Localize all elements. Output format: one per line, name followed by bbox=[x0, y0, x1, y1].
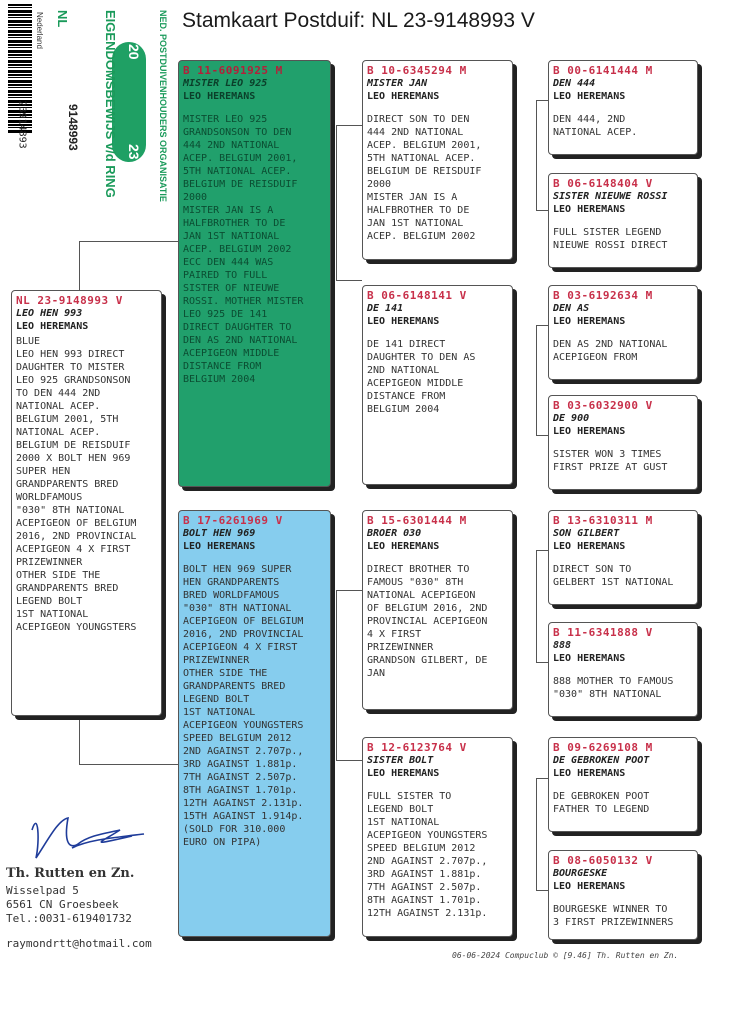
signature bbox=[28, 800, 148, 870]
mother-card[interactable] bbox=[178, 510, 331, 937]
connector bbox=[336, 590, 362, 591]
great-grandparent-card[interactable] bbox=[548, 622, 698, 717]
ring-number: B 03-6032900 V bbox=[553, 399, 653, 412]
connector bbox=[336, 760, 362, 761]
pigeon-description: 888 MOTHER TO FAMOUS "030" 8TH NATIONAL bbox=[553, 676, 674, 700]
breeder-name: LEO HEREMANS bbox=[367, 316, 440, 327]
owner-city: 6561 CN Groesbeek bbox=[6, 898, 119, 911]
connector bbox=[336, 125, 362, 126]
grandparent-card[interactable] bbox=[362, 737, 513, 937]
ring-card-doc: EIGENDOMSBEWIJS v/d RING bbox=[103, 10, 118, 198]
ring-number: B 12-6123764 V bbox=[367, 741, 467, 754]
breeder-name: LEO HEREMANS bbox=[553, 316, 626, 327]
breeder-name: LEO HEREMANS bbox=[367, 768, 440, 779]
barcode-number: 23914893 bbox=[16, 100, 28, 149]
owner-email[interactable]: raymondrtt@hotmail.com bbox=[6, 937, 152, 950]
ring-number: B 06-6148141 V bbox=[367, 289, 467, 302]
connector bbox=[536, 325, 548, 326]
pigeon-name: DE 900 bbox=[553, 413, 590, 424]
pigeon-name: SON GILBERT bbox=[553, 528, 620, 539]
breeder-name: LEO HEREMANS bbox=[553, 91, 626, 102]
breeder-name: LEO HEREMANS bbox=[367, 541, 440, 552]
connector bbox=[336, 125, 337, 280]
great-grandparent-card[interactable] bbox=[548, 60, 698, 155]
great-grandparent-card[interactable] bbox=[548, 395, 698, 490]
pigeon-description: BOLT HEN 969 SUPER HEN GRANDPARENTS BRED WORLDFAMOUS "030" 8TH NATIONAL ACEPIGEON OF BELGIUM 2016, 2ND PROVINCIAL ACEPIGEON 4 X FIRST PRIZEWINNER OTHER SIDE THE GRANDPARENTS BRED LEGEND BOLT 1ST NATIONAL ACEPIGEON YOUNGSTERS SPEED BELGIUM 2012 2ND AGAINST 2.707p., 3RD AGAINST 1.881p. 7TH AGAINST 2.507p. 8TH AGAINST 1.701p. 12TH AGAINST 2.131p. 15TH AGAINST 1.914p. (SOLD FOR 310.000 EURO ON PIPA) bbox=[183, 564, 304, 848]
ring-year-right: 23 bbox=[126, 144, 142, 160]
breeder-name: LEO HEREMANS bbox=[553, 541, 626, 552]
pigeon-name: BOURGESKE bbox=[553, 868, 608, 879]
ring-card-number: 9148993 bbox=[66, 104, 80, 151]
pigeon-description: DEN AS 2ND NATIONAL ACEPIGEON FROM bbox=[553, 339, 668, 363]
pigeon-description: DEN 444, 2ND NATIONAL ACEP. bbox=[553, 114, 638, 138]
connector bbox=[536, 100, 548, 101]
connector bbox=[536, 778, 537, 890]
connector bbox=[536, 550, 537, 662]
ring-card bbox=[8, 4, 170, 204]
pigeon-name: MISTER LEO 925 bbox=[183, 78, 268, 89]
pigeon-name: SISTER BOLT bbox=[367, 755, 434, 766]
breeder-name: LEO HEREMANS bbox=[553, 204, 626, 215]
pigeon-name: DE 141 bbox=[367, 303, 404, 314]
ring-card-fineprint: Nederland bbox=[35, 12, 44, 49]
connector bbox=[79, 241, 80, 291]
ring-card-country: NL bbox=[55, 10, 70, 28]
pigeon-name: DEN 444 bbox=[553, 78, 596, 89]
pigeon-description: DIRECT SON TO GELBERT 1ST NATIONAL bbox=[553, 564, 674, 588]
ring-year-left: 20 bbox=[126, 44, 142, 60]
breeder-name: LEO HEREMANS bbox=[183, 541, 256, 552]
connector bbox=[536, 550, 548, 551]
pigeon-description: FULL SISTER LEGEND NIEUWE ROSSI DIRECT bbox=[553, 227, 668, 251]
owner-phone: Tel.:0031-619401732 bbox=[6, 912, 132, 925]
pigeon-name: SISTER NIEUWE ROSSI bbox=[553, 191, 668, 202]
ring-number: B 09-6269108 M bbox=[553, 741, 653, 754]
pigeon-name: 888 bbox=[553, 640, 572, 651]
connector bbox=[79, 716, 80, 764]
great-grandparent-card[interactable] bbox=[548, 173, 698, 268]
father-card[interactable] bbox=[178, 60, 331, 487]
connector bbox=[536, 210, 548, 211]
pigeon-description: FULL SISTER TO LEGEND BOLT 1ST NATIONAL ACEPIGEON YOUNGSTERS SPEED BELGIUM 2012 2ND AGAINST 2.707p., 3RD AGAINST 1.881p. 7TH AGAINST 2.507p. 8TH AGAINST 1.701p. 12TH AGAINST 2.131p. bbox=[367, 791, 488, 919]
great-grandparent-card[interactable] bbox=[548, 285, 698, 380]
pigeon-description: BOURGESKE WINNER TO 3 FIRST PRIZEWINNERS bbox=[553, 904, 674, 928]
ring-number: NL 23-9148993 V bbox=[16, 294, 123, 307]
grandparent-card[interactable] bbox=[362, 60, 513, 260]
great-grandparent-card[interactable] bbox=[548, 850, 698, 940]
great-grandparent-card[interactable] bbox=[548, 510, 698, 605]
footer-note: 06-06-2024 Compuclub © [9.46] Th. Rutten en Zn. bbox=[452, 951, 679, 960]
ring-number: B 17-6261969 V bbox=[183, 514, 283, 527]
ring-card-org: NED. POSTDUIVENHOUDERS ORGANISATIE bbox=[158, 10, 168, 202]
pigeon-description: SISTER WON 3 TIMES FIRST PRIZE AT GUST bbox=[553, 449, 668, 473]
ring-number: B 00-6141444 M bbox=[553, 64, 653, 77]
connector bbox=[536, 778, 548, 779]
connector bbox=[336, 280, 362, 281]
ring-number: B 08-6050132 V bbox=[553, 854, 653, 867]
pigeon-description: DIRECT BROTHER TO FAMOUS "030" 8TH NATIONAL ACEPIGEON OF BELGIUM 2016, 2ND PROVINCIAL ACEPIGEON 4 X FIRST PRIZEWINNER GRANDSON GILBERT, DE JAN bbox=[367, 564, 488, 679]
connector bbox=[79, 764, 179, 765]
subject-card[interactable] bbox=[11, 290, 162, 716]
connector bbox=[536, 890, 548, 891]
breeder-name: LEO HEREMANS bbox=[553, 426, 626, 437]
pigeon-description: DIRECT SON TO DEN 444 2ND NATIONAL ACEP. BELGIUM 2001, 5TH NATIONAL ACEP. BELGIUM DE REISDUIF 2000 MISTER JAN IS A HALFBROTHER TO DE JAN 1ST NATIONAL ACEP. BELGIUM 2002 bbox=[367, 114, 482, 242]
ring-number: B 15-6301444 M bbox=[367, 514, 467, 527]
grandparent-card[interactable] bbox=[362, 285, 513, 485]
pigeon-description: MISTER LEO 925 GRANDSONSON TO DEN 444 2ND NATIONAL ACEP. BELGIUM 2001, 5TH NATIONAL ACEP. BELGIUM DE REISDUIF 2000 MISTER JAN IS A HALFBROTHER TO DE JAN 1ST NATIONAL ACEP. BELGIUM 2002 ECC DEN 444 WAS PAIRED TO FULL SISTER OF NIEUWE ROSSI. MOTHER MISTER LEO 925 DE 141 DIRECT DAUGHTER TO DEN AS 2ND NATIONAL ACEPIGEON MIDDLE DISTANCE FROM BELGIUM 2004 bbox=[183, 114, 304, 385]
breeder-name: LEO HEREMANS bbox=[553, 881, 626, 892]
grandparent-card[interactable] bbox=[362, 510, 513, 710]
owner-address: Wisselpad 5 bbox=[6, 884, 79, 897]
connector bbox=[336, 590, 337, 760]
ring-number: B 13-6310311 M bbox=[553, 514, 653, 527]
ring-number: B 10-6345294 M bbox=[367, 64, 467, 77]
breeder-name: LEO HEREMANS bbox=[16, 321, 89, 332]
pigeon-description: BLUE LEO HEN 993 DIRECT DAUGHTER TO MISTER LEO 925 GRANDSONSON TO DEN 444 2ND NATIONAL ACEP. BELGIUM 2001, 5TH NATIONAL ACEP. BELGIUM DE REISDUIF 2000 X BOLT HEN 969 SUPER HEN GRANDPARENTS BRED WORLDFAMOUS "030" 8TH NATIONAL ACEPIGEON OF BELGIUM 2016, 2ND PROVINCIAL ACEPIGEON 4 X FIRST PRIZEWINNER OTHER SIDE THE GRANDPARENTS BRED LEGEND BOLT 1ST NATIONAL ACEPIGEON YOUNGSTERS bbox=[16, 336, 137, 633]
pigeon-name: DE GEBROKEN POOT bbox=[553, 755, 650, 766]
pigeon-description: DE GEBROKEN POOT FATHER TO LEGEND bbox=[553, 791, 650, 815]
pigeon-name: BOLT HEN 969 bbox=[183, 528, 256, 539]
pigeon-description: DE 141 DIRECT DAUGHTER TO DEN AS 2ND NATIONAL ACEPIGEON MIDDLE DISTANCE FROM BELGIUM 2004 bbox=[367, 339, 476, 415]
page-title: Stamkaart Postduif: NL 23-9148993 V bbox=[182, 9, 535, 32]
ring-number: B 06-6148404 V bbox=[553, 177, 653, 190]
connector bbox=[536, 100, 537, 210]
pigeon-name: MISTER JAN bbox=[367, 78, 428, 89]
pigeon-name: BROER 030 bbox=[367, 528, 422, 539]
connector bbox=[536, 662, 548, 663]
ring-number: B 11-6091925 M bbox=[183, 64, 283, 77]
great-grandparent-card[interactable] bbox=[548, 737, 698, 832]
connector bbox=[536, 435, 548, 436]
pigeon-name: DEN AS bbox=[553, 303, 590, 314]
ring-number: B 03-6192634 M bbox=[553, 289, 653, 302]
owner-name: Th. Rutten en Zn. bbox=[6, 866, 135, 881]
ring-number: B 11-6341888 V bbox=[553, 626, 653, 639]
connector bbox=[79, 241, 179, 242]
breeder-name: LEO HEREMANS bbox=[367, 91, 440, 102]
breeder-name: LEO HEREMANS bbox=[553, 653, 626, 664]
connector bbox=[536, 325, 537, 435]
pigeon-name: LEO HEN 993 bbox=[16, 308, 83, 319]
breeder-name: LEO HEREMANS bbox=[553, 768, 626, 779]
breeder-name: LEO HEREMANS bbox=[183, 91, 256, 102]
